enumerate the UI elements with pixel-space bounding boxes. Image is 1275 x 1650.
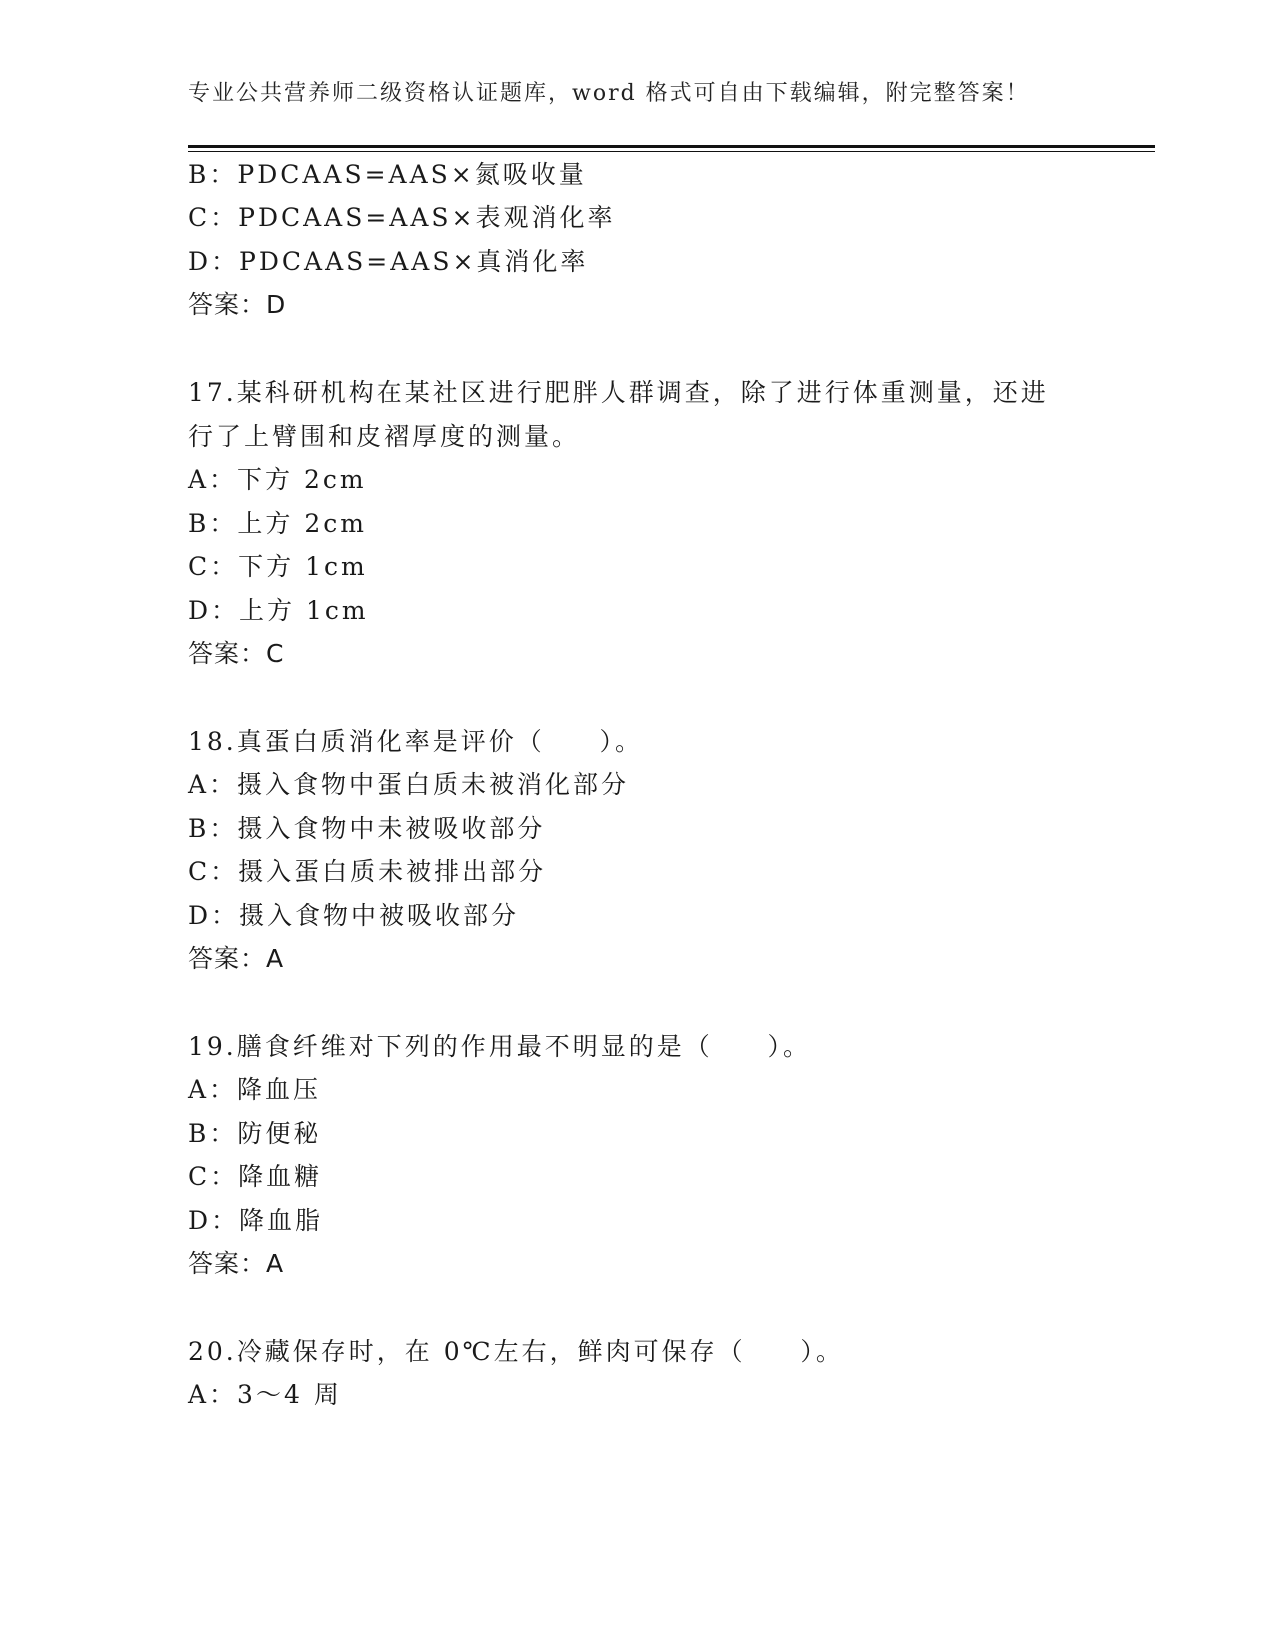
q18-option-a: A：摄入食物中蛋白质未被消化部分 <box>188 770 630 799</box>
q20-stem: 20.冷藏保存时，在 0℃左右，鲜肉可保存（ ）。 <box>188 1337 844 1366</box>
q16-option-b: B：PDCAAS=AAS×氮吸收量 <box>188 160 587 189</box>
q17-option-a: A：下方 2cm <box>188 465 367 494</box>
header-rule-thin <box>188 151 1155 152</box>
q19-stem: 19.膳食纤维对下列的作用最不明显的是（ ）。 <box>188 1032 811 1061</box>
q16-answer: 答案：D <box>188 290 287 319</box>
header-rule-thick <box>188 145 1155 148</box>
q16-option-c: C：PDCAAS=AAS×表观消化率 <box>188 203 616 232</box>
q20-option-a: A：3～4 周 <box>188 1380 342 1409</box>
q19-option-b: B：防便秘 <box>188 1119 322 1148</box>
q19-option-c: C：降血糖 <box>188 1162 323 1191</box>
q18-stem: 18.真蛋白质消化率是评价（ ）。 <box>188 727 643 756</box>
q19-answer: 答案：A <box>188 1249 285 1278</box>
q17-option-d: D：上方 1cm <box>188 596 369 625</box>
q17-stem-line1: 17.某科研机构在某社区进行肥胖人群调查，除了进行体重测量，还进 <box>188 378 1049 407</box>
page-header: 专业公共营养师二级资格认证题库，word 格式可自由下载编辑，附完整答案！ <box>188 81 1030 106</box>
q17-option-b: B：上方 2cm <box>188 509 367 538</box>
q19-option-d: D：降血脂 <box>188 1206 324 1235</box>
q19-option-a: A：降血压 <box>188 1075 322 1104</box>
q17-stem-line2: 行了上臂围和皮褶厚度的测量。 <box>188 422 581 451</box>
q18-option-b: B：摄入食物中未被吸收部分 <box>188 814 546 843</box>
q16-option-d: D：PDCAAS=AAS×真消化率 <box>188 247 589 276</box>
q17-option-c: C：下方 1cm <box>188 552 368 581</box>
q17-answer: 答案：C <box>188 639 285 668</box>
q18-option-c: C：摄入蛋白质未被排出部分 <box>188 857 547 886</box>
q18-option-d: D：摄入食物中被吸收部分 <box>188 901 520 930</box>
q18-answer: 答案：A <box>188 944 285 973</box>
